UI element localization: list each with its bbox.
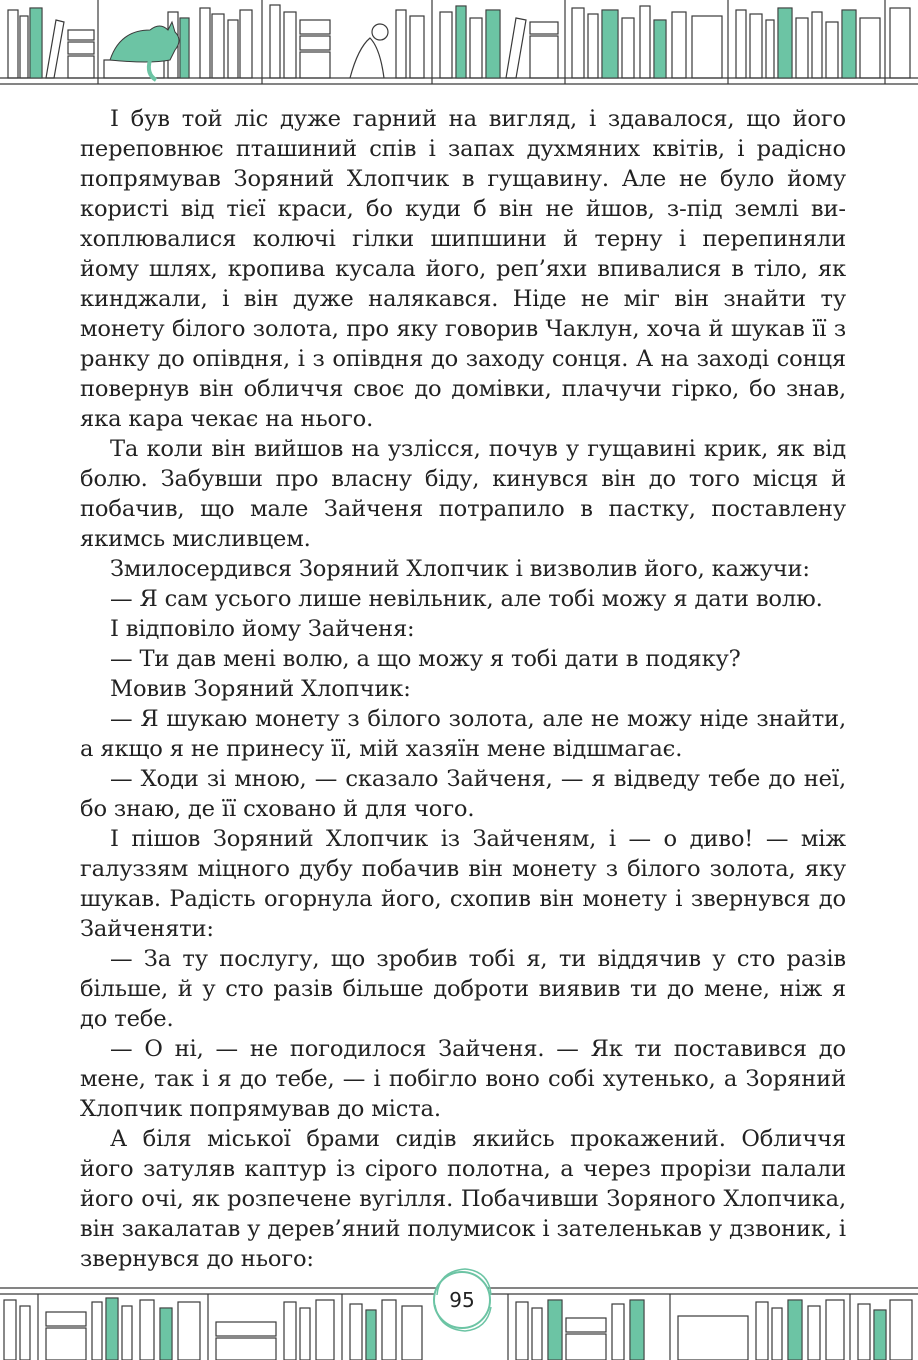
paragraph: Змилосердився Зоряний Хлопчик і визволив його, кажучи: xyxy=(110,556,810,582)
page-body-text xyxy=(80,104,846,1274)
paragraph: — Ходи зі мною, — сказало Зайченя, — я відведу тебе до неї, бо знаю, де її сховано й для чого. xyxy=(80,766,846,822)
paragraph: Мовив Зоряний Хлопчик: xyxy=(110,676,411,702)
paragraph: І пішов Зоряний Хлопчик із Зайченям, і — о диво! — між галуззям міцного дубу побачив він монету з білого золота, яку шукав. Радість огорнула його, схопив він монету і звернувся до Зайченяти: xyxy=(80,826,846,942)
paragraph: — Ти дав мені волю, а що можу я тобі дати в подяку? xyxy=(110,646,741,672)
page-number: 95 xyxy=(449,1288,475,1312)
paragraph: І був той ліс дуже гарний на вигляд, і здавалося, що його переповнює пташиний спів і запах духмяних квітів, і радісно попрямував Зоряний Хлопчик в гущавину. Але не було йому користі від тієї краси, бо куди б він не йшов, з-під землі вихоплювалися колючі гілки шипшини й терну і перепиняли йому шлях, кропива кусала його, реп’яхи впивалися в тіло, як кинджали, і він дуже налякався. Ніде не міг він знайти ту монету білого золота, про яку говорив Чаклун, хоча й шукав її з ранку до опівдня, і з опівдня до заходу сонця. А на заході сонця повернув він обличчя своє до домівки, плачучи гірко, бо знав, яка кара чекає на нього. xyxy=(80,106,846,432)
header-bookshelf-illustration xyxy=(0,0,918,90)
page-number-badge xyxy=(427,1265,497,1335)
paragraph: Та коли він вийшов на узлісся, почув у гущавині крик, як від болю. Забувши про власну біду, кинувся він до того місця й побачив, що мале Зайченя потрапило в пастку, поставлену якимсь мисливцем. xyxy=(80,436,846,552)
paragraph: — Я сам усього лише невільник, але тобі можу я дати волю. xyxy=(110,586,823,612)
paragraph: А біля міської брами сидів якийсь прокажений. Обличчя його затуляв каптур із сірого полотна, а через прорізи палали його очі, як розпечене вугілля. Побачивши Зоряного Хлопчика, він закалатав у дерев’яний полумисок і зателенькав у дзвоник, і звернувся до нього: xyxy=(80,1126,846,1272)
paragraph: — Я шукаю монету з білого золота, але не можу ніде знайти, а якщо я не принесу її, мій хазяїн мене відшмагає. xyxy=(80,706,846,762)
paragraph: — За ту послугу, що зробив тобі я, ти віддячив у сто разів більше, й у сто разів більше доброти виявив ти до мене, ніж я до тебе. xyxy=(80,946,846,1032)
paragraph: — О ні, — не погодилося Зайченя. — Як ти поставився до мене, так і я до тебе, — і побігло воно собі хутенько, а Зоряний Хлопчик попрямував до міста. xyxy=(80,1036,846,1122)
paragraph: І відповіло йому Зайченя: xyxy=(110,616,415,642)
